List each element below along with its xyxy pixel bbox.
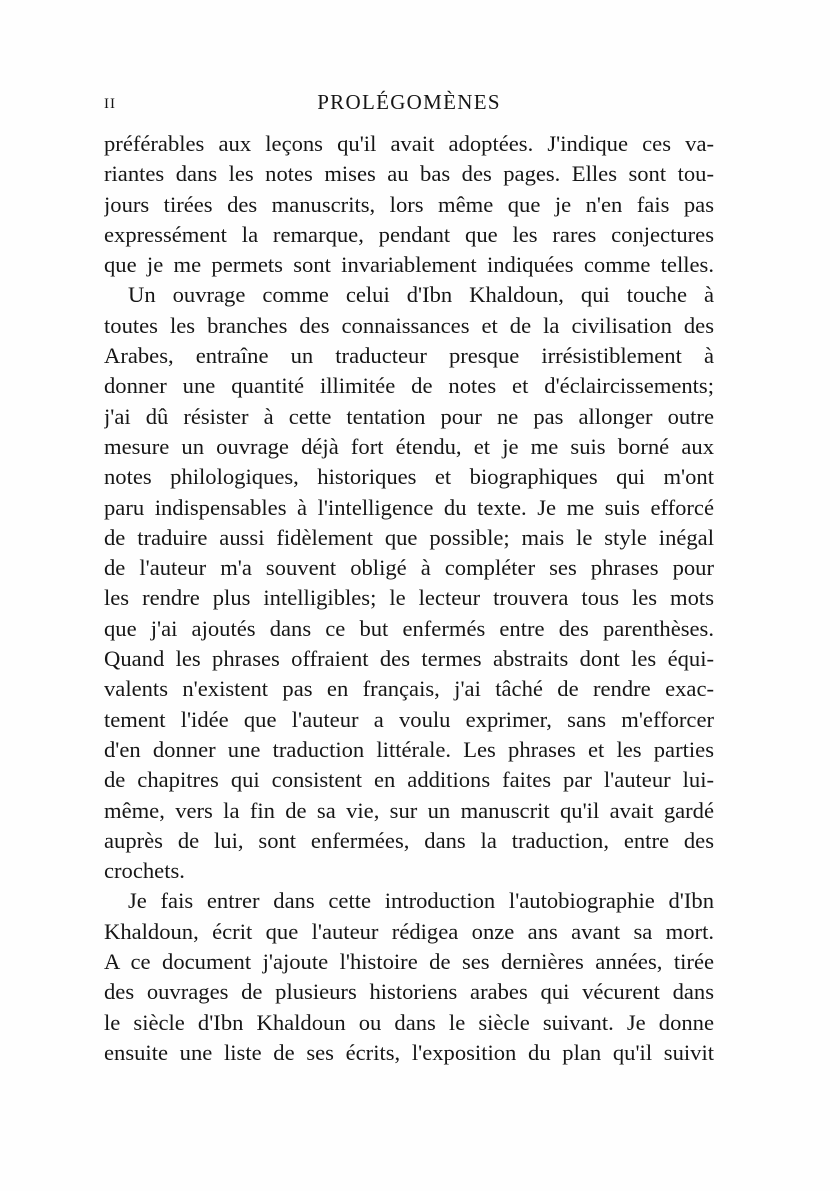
text-line: donner une quantité illimitée de notes et d'éclaircissements; xyxy=(104,373,714,399)
text-line: j'ai dû résister à cette tentation pour ne pas allonger outre xyxy=(104,403,714,429)
text-line: Khaldoun, écrit que l'auteur rédigea onze ans avant sa mort. xyxy=(104,918,714,944)
text-line: Quand les phrases offraient des termes abstraits dont les équi- xyxy=(104,646,714,672)
text-line: Arabes, entraîne un traducteur presque irrésistiblement à xyxy=(104,343,714,369)
text-line: le siècle d'Ibn Khaldoun ou dans le siècle suivant. Je donne xyxy=(104,1009,714,1035)
text-line: expressément la remarque, pendant que les rares conjectures xyxy=(104,221,714,247)
page-number: II xyxy=(104,96,116,112)
text-line: valents n'existent pas en français, j'ai tâché de rendre exac- xyxy=(104,676,714,702)
text-line: de l'auteur m'a souvent obligé à compléter ses phrases pour xyxy=(104,555,714,581)
text-line: même, vers la fin de sa vie, sur un manuscrit qu'il avait gardé xyxy=(104,797,714,823)
text-line: toutes les branches des connaissances et de la civilisation des xyxy=(104,312,714,338)
text-line: paru indispensables à l'intelligence du texte. Je me suis efforcé xyxy=(104,494,714,520)
text-line: mesure un ouvrage déjà fort étendu, et je me suis borné aux xyxy=(104,433,714,459)
body-text xyxy=(104,129,714,1068)
text-line: d'en donner une traduction littérale. Les phrases et les parties xyxy=(104,736,714,762)
text-line: crochets. xyxy=(104,858,185,884)
text-line: que j'ai ajoutés dans ce but enfermés entre des parenthèses. xyxy=(104,615,714,641)
running-head-title: PROLÉGOMÈNES xyxy=(317,90,501,114)
text-line: Je fais entrer dans cette introduction l'autobiographie d'Ibn xyxy=(128,888,714,914)
text-line: Un ouvrage comme celui d'Ibn Khaldoun, qui touche à xyxy=(128,282,714,308)
text-line: jours tirées des manuscrits, lors même que je n'en fais pas xyxy=(104,191,714,217)
text-line: préférables aux leçons qu'il avait adoptées. J'indique ces va- xyxy=(104,131,714,156)
text-line: des ouvrages de plusieurs historiens arabes qui vécurent dans xyxy=(104,979,714,1005)
text-line: de traduire aussi fidèlement que possible; mais le style inégal xyxy=(104,524,714,550)
text-line: auprès de lui, sont enfermées, dans la traduction, entre des xyxy=(104,827,714,853)
text-line: notes philologiques, historiques et biographiques qui m'ont xyxy=(104,464,714,490)
text-line: ensuite une liste de ses écrits, l'exposition du plan qu'il suivit xyxy=(104,1039,714,1065)
text-line: de chapitres qui consistent en additions faites par l'auteur lui- xyxy=(104,767,714,793)
text-line: les rendre plus intelligibles; le lecteur trouvera tous les mots xyxy=(104,585,714,611)
text-line: riantes dans les notes mises au bas des pages. Elles sont tou- xyxy=(104,161,714,187)
text-line: que je me permets sont invariablement indiquées comme telles. xyxy=(104,252,714,278)
text-line: A ce document j'ajoute l'histoire de ses dernières années, tirée xyxy=(104,949,714,975)
running-head xyxy=(104,90,714,124)
text-line: tement l'idée que l'auteur a voulu exprimer, sans m'efforcer xyxy=(104,706,714,732)
